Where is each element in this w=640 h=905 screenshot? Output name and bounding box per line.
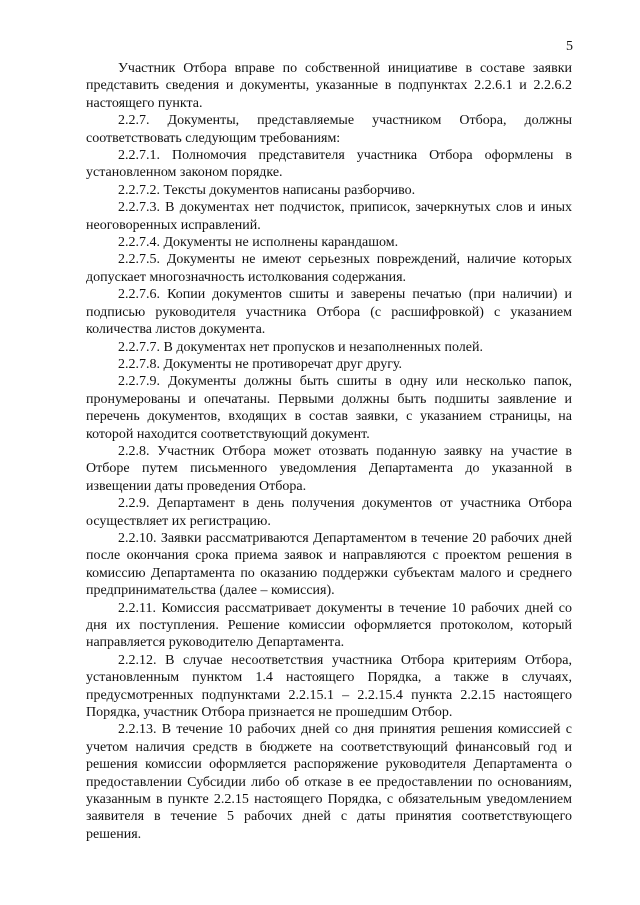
paragraph-2-2-7-7: 2.2.7.7. В документах нет пропусков и незаполненных полей. [118, 339, 483, 355]
paragraph-2-2-11: 2.2.11. Комиссия рассматривает документы в течение 10 рабочих дней со дня их поступления. Решение комиссии оформляется протоколом, который направляется руководителю Департамента. [86, 600, 572, 651]
paragraph-2-2-7-9: 2.2.7.9. Документы должны быть сшиты в одну или несколько папок, пронумерованы и опечатаны. Первыми должны быть подшиты заявление и перечень документов, входящих в состав заявки, с указанием страницы, на которой находится соответствующий документ. [86, 374, 572, 442]
page-number: 5 [566, 39, 573, 54]
paragraph-2-2-13: 2.2.13. В течение 10 рабочих дней со дня принятия решения комиссией с учетом наличия средств в бюджете на соответствующий финансовый год и решения комиссии оформляется распоряжение руководителя Департамента о предоставлении Субсидии либо об отказе в ее предоставлении по основаниям, указанным в пункте 2.2.15 настоящего Порядка, с обязательным уведомлением заявителя в течение 5 рабочих дней с даты принятия соответствующего решения. [86, 722, 572, 842]
paragraph-2-2-7-4: 2.2.7.4. Документы не исполнены карандашом. [118, 235, 399, 251]
paragraph-2-2-7-6: 2.2.7.6. Копии документов сшиты и заверены печатью (при наличии) и подписью руководителя участника Отбора (с расшифровкой) с указанием количества листов документа. [86, 287, 572, 338]
paragraph-2-2-12: 2.2.12. В случае несоответствия участника Отбора критериям Отбора, установленным пунктом 1.4 настоящего Порядка, а также в случаях, предусмотренных подпунктами 2.2.15.1 – 2.2.15.4 пункта 2.2.15 настоящего Порядка, участник Отбора признается не прошедшим Отбор. [86, 652, 572, 721]
paragraph-2-2-9: 2.2.9. Департамент в день получения документов от участника Отбора осуществляет их регистрацию. [86, 496, 572, 529]
paragraph-2-2-7-5: 2.2.7.5. Документы не имеют серьезных повреждений, наличие которых допускает многозначность истолкования содержания. [86, 252, 572, 285]
document-body [86, 60, 572, 843]
paragraph-2-2-7: 2.2.7. Документы, представляемые участником Отбора, должны соответствовать следующим требованиям: [86, 113, 572, 146]
paragraph-2-2-7-3: 2.2.7.3. В документах нет подчисток, приписок, зачеркнутых слов и иных неоговоренных исправлений. [86, 200, 572, 233]
paragraph-2-2-7-1: 2.2.7.1. Полномочия представителя участника Отбора оформлены в установленном законом порядке. [86, 148, 572, 181]
paragraph-2-2-10: 2.2.10. Заявки рассматриваются Департаментом в течение 20 рабочих дней после окончания срока приема заявок и направляются с проектом решения в комиссию Департамента по оказанию поддержки субъектам малого и среднего предпринимательства (далее – комиссия). [86, 530, 572, 599]
paragraph-2-2-8: 2.2.8. Участник Отбора может отозвать поданную заявку на участие в Отборе путем письменного уведомления Департамента до указанной в извещении даты проведения Отбора. [86, 443, 572, 494]
paragraph-additional-docs: Участник Отбора вправе по собственной инициативе в составе заявки представить сведения и документы, указанные в подпунктах 2.2.6.1 и 2.2.6.2 настоящего пункта. [86, 61, 572, 111]
paragraph-2-2-7-8: 2.2.7.8. Документы не противоречат друг другу. [118, 356, 403, 372]
paragraph-2-2-7-2: 2.2.7.2. Тексты документов написаны разборчиво. [118, 182, 416, 198]
